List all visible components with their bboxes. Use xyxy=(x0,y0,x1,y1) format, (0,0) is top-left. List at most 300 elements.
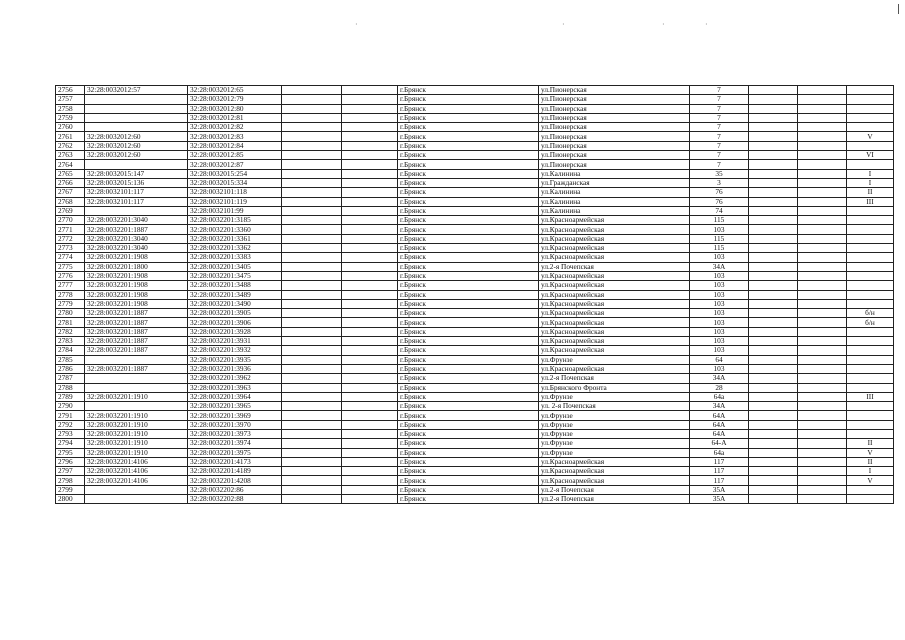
premises-cell xyxy=(847,95,894,104)
empty-cell xyxy=(282,457,342,466)
parent-cadastral-cell: 32:28:0032012:60 xyxy=(85,141,188,150)
empty-cell xyxy=(282,318,342,327)
table-row xyxy=(56,95,894,104)
empty-cell xyxy=(282,95,342,104)
empty-cell xyxy=(749,429,798,438)
premises-cell xyxy=(847,374,894,383)
parent-cadastral-cell: 32:28:0032201:3040 xyxy=(85,216,188,225)
empty-cell xyxy=(282,281,342,290)
premises-cell: V xyxy=(847,476,894,485)
table-row xyxy=(56,457,894,466)
city-cell: г.Брянск xyxy=(398,244,539,253)
cadastral-number-cell: 32:28:0032201:3362 xyxy=(188,244,282,253)
empty-cell xyxy=(749,374,798,383)
row-number-cell: 2775 xyxy=(56,262,85,271)
empty-cell xyxy=(798,309,847,318)
empty-cell xyxy=(749,95,798,104)
row-number-cell: 2757 xyxy=(56,95,85,104)
empty-cell xyxy=(342,485,398,494)
street-cell: ул.Пионерская xyxy=(539,160,690,169)
premises-cell xyxy=(847,429,894,438)
street-cell: ул.Гражданская xyxy=(539,178,690,187)
cadastral-number-cell: 32:28:0032201:3975 xyxy=(188,448,282,457)
table-row xyxy=(56,123,894,132)
scan-dot: · xyxy=(662,20,665,29)
row-number-cell: 2780 xyxy=(56,309,85,318)
scan-dot: · xyxy=(705,20,708,29)
cadastral-number-cell: 32:28:0032201:3185 xyxy=(188,216,282,225)
parent-cadastral-cell xyxy=(85,113,188,122)
table-row xyxy=(56,160,894,169)
empty-cell xyxy=(798,448,847,457)
empty-cell xyxy=(282,476,342,485)
cadastral-number-cell: 32:28:0032201:4208 xyxy=(188,476,282,485)
parent-cadastral-cell: 32:28:0032015:147 xyxy=(85,169,188,178)
parent-cadastral-cell: 32:28:0032101:117 xyxy=(85,197,188,206)
premises-cell xyxy=(847,225,894,234)
street-cell: ул.Красноармейская xyxy=(539,364,690,373)
city-cell: г.Брянск xyxy=(398,178,539,187)
house-cell: 103 xyxy=(690,309,749,318)
premises-cell xyxy=(847,216,894,225)
row-number-cell: 2778 xyxy=(56,290,85,299)
row-number-cell: 2791 xyxy=(56,411,85,420)
empty-cell xyxy=(749,439,798,448)
empty-cell xyxy=(749,132,798,141)
city-cell: г.Брянск xyxy=(398,439,539,448)
premises-cell xyxy=(847,206,894,215)
empty-cell xyxy=(342,104,398,113)
house-cell: 115 xyxy=(690,234,749,243)
empty-cell xyxy=(282,271,342,280)
empty-cell xyxy=(798,383,847,392)
empty-cell xyxy=(342,113,398,122)
parent-cadastral-cell: 32:28:0032201:1910 xyxy=(85,411,188,420)
parent-cadastral-cell: 32:28:0032201:1910 xyxy=(85,420,188,429)
house-cell: 74 xyxy=(690,206,749,215)
empty-cell xyxy=(798,169,847,178)
house-cell: 103 xyxy=(690,271,749,280)
row-number-cell: 2764 xyxy=(56,160,85,169)
table-row xyxy=(56,392,894,401)
city-cell: г.Брянск xyxy=(398,402,539,411)
city-cell: г.Брянск xyxy=(398,281,539,290)
empty-cell xyxy=(798,132,847,141)
table-row xyxy=(56,327,894,336)
empty-cell xyxy=(749,281,798,290)
cadastral-number-cell: 32:28:0032015:334 xyxy=(188,178,282,187)
premises-cell xyxy=(847,495,894,504)
parent-cadastral-cell: 32:28:0032201:1908 xyxy=(85,253,188,262)
empty-cell xyxy=(342,244,398,253)
empty-cell xyxy=(282,337,342,346)
street-cell: ул.Калинина xyxy=(539,169,690,178)
table-row xyxy=(56,411,894,420)
table-row xyxy=(56,383,894,392)
premises-cell: V xyxy=(847,132,894,141)
street-cell: ул.Красноармейская xyxy=(539,290,690,299)
street-cell: ул.Калинина xyxy=(539,188,690,197)
empty-cell xyxy=(342,281,398,290)
street-cell: ул.Пионерская xyxy=(539,123,690,132)
empty-cell xyxy=(282,364,342,373)
row-number-cell: 2763 xyxy=(56,151,85,160)
street-cell: ул.Красноармейская xyxy=(539,337,690,346)
street-cell: ул.Пионерская xyxy=(539,151,690,160)
row-number-cell: 2795 xyxy=(56,448,85,457)
table-row xyxy=(56,429,894,438)
empty-cell xyxy=(749,290,798,299)
empty-cell xyxy=(798,216,847,225)
table-row xyxy=(56,485,894,494)
empty-cell xyxy=(282,355,342,364)
empty-cell xyxy=(282,383,342,392)
empty-cell xyxy=(749,253,798,262)
empty-cell xyxy=(282,299,342,308)
street-cell: ул.Красноармейская xyxy=(539,309,690,318)
cadastral-number-cell: 32:28:0032201:4173 xyxy=(188,457,282,466)
street-cell: ул.Пионерская xyxy=(539,141,690,150)
house-cell: 7 xyxy=(690,104,749,113)
cadastral-number-cell: 32:28:0032012:81 xyxy=(188,113,282,122)
empty-cell xyxy=(282,346,342,355)
cadastral-number-cell: 32:28:0032101:118 xyxy=(188,188,282,197)
empty-cell xyxy=(798,337,847,346)
cadastral-number-cell: 32:28:0032201:3488 xyxy=(188,281,282,290)
empty-cell xyxy=(749,299,798,308)
empty-cell xyxy=(282,402,342,411)
premises-cell xyxy=(847,244,894,253)
empty-cell xyxy=(342,206,398,215)
row-number-cell: 2768 xyxy=(56,197,85,206)
empty-cell xyxy=(342,467,398,476)
cadastral-number-cell: 32:28:0032012:79 xyxy=(188,95,282,104)
empty-cell xyxy=(282,132,342,141)
house-cell: 35А xyxy=(690,485,749,494)
row-number-cell: 2798 xyxy=(56,476,85,485)
empty-cell xyxy=(798,429,847,438)
premises-cell: V xyxy=(847,448,894,457)
row-number-cell: 2781 xyxy=(56,318,85,327)
premises-cell: I xyxy=(847,178,894,187)
empty-cell xyxy=(342,411,398,420)
row-number-cell: 2772 xyxy=(56,234,85,243)
premises-cell: I xyxy=(847,169,894,178)
city-cell: г.Брянск xyxy=(398,346,539,355)
row-number-cell: 2762 xyxy=(56,141,85,150)
house-cell: 115 xyxy=(690,244,749,253)
empty-cell xyxy=(342,402,398,411)
empty-cell xyxy=(342,216,398,225)
empty-cell xyxy=(282,290,342,299)
premises-cell xyxy=(847,355,894,364)
parent-cadastral-cell: 32:28:0032201:1887 xyxy=(85,318,188,327)
empty-cell xyxy=(749,188,798,197)
empty-cell xyxy=(798,104,847,113)
empty-cell xyxy=(282,262,342,271)
empty-cell xyxy=(749,160,798,169)
row-number-cell: 2790 xyxy=(56,402,85,411)
parent-cadastral-cell: 32:28:0032201:1887 xyxy=(85,327,188,336)
city-cell: г.Брянск xyxy=(398,206,539,215)
empty-cell xyxy=(749,448,798,457)
parent-cadastral-cell xyxy=(85,374,188,383)
house-cell: 76 xyxy=(690,197,749,206)
empty-cell xyxy=(342,188,398,197)
scan-dot: · xyxy=(355,20,358,29)
empty-cell xyxy=(798,197,847,206)
street-cell: ул.Красноармейская xyxy=(539,476,690,485)
street-cell: ул.Фрунзе xyxy=(539,355,690,364)
empty-cell xyxy=(798,420,847,429)
parent-cadastral-cell xyxy=(85,95,188,104)
empty-cell xyxy=(342,262,398,271)
house-cell: 34А xyxy=(690,262,749,271)
empty-cell xyxy=(282,467,342,476)
empty-cell xyxy=(749,355,798,364)
house-cell: 7 xyxy=(690,160,749,169)
city-cell: г.Брянск xyxy=(398,234,539,243)
empty-cell xyxy=(342,457,398,466)
row-number-cell: 2786 xyxy=(56,364,85,373)
empty-cell xyxy=(282,123,342,132)
premises-cell xyxy=(847,299,894,308)
row-number-cell: 2756 xyxy=(56,86,85,95)
city-cell: г.Брянск xyxy=(398,188,539,197)
parent-cadastral-cell: 32:28:0032201:3040 xyxy=(85,234,188,243)
row-number-cell: 2767 xyxy=(56,188,85,197)
parent-cadastral-cell: 32:28:0032201:1908 xyxy=(85,271,188,280)
premises-cell xyxy=(847,290,894,299)
empty-cell xyxy=(798,113,847,122)
city-cell: г.Брянск xyxy=(398,355,539,364)
house-cell: 64 xyxy=(690,355,749,364)
city-cell: г.Брянск xyxy=(398,485,539,494)
street-cell: ул.Брянского Фронта xyxy=(539,383,690,392)
parent-cadastral-cell: 32:28:0032201:4106 xyxy=(85,476,188,485)
empty-cell xyxy=(798,467,847,476)
empty-cell xyxy=(342,309,398,318)
house-cell: 117 xyxy=(690,457,749,466)
empty-cell xyxy=(282,225,342,234)
city-cell: г.Брянск xyxy=(398,392,539,401)
parent-cadastral-cell: 32:28:0032201:1887 xyxy=(85,309,188,318)
parent-cadastral-cell xyxy=(85,104,188,113)
parent-cadastral-cell: 32:28:0032201:1887 xyxy=(85,346,188,355)
empty-cell xyxy=(342,374,398,383)
empty-cell xyxy=(282,429,342,438)
empty-cell xyxy=(798,457,847,466)
empty-cell xyxy=(282,392,342,401)
empty-cell xyxy=(749,346,798,355)
empty-cell xyxy=(342,429,398,438)
cadastral-number-cell: 32:28:0032201:3932 xyxy=(188,346,282,355)
cadastral-number-cell: 32:28:0032012:83 xyxy=(188,132,282,141)
city-cell: г.Брянск xyxy=(398,337,539,346)
house-cell: 64а xyxy=(690,448,749,457)
empty-cell xyxy=(342,439,398,448)
row-number-cell: 2774 xyxy=(56,253,85,262)
premises-cell: VI xyxy=(847,151,894,160)
street-cell: ул.Пионерская xyxy=(539,113,690,122)
city-cell: г.Брянск xyxy=(398,271,539,280)
row-number-cell: 2769 xyxy=(56,206,85,215)
empty-cell xyxy=(798,95,847,104)
premises-cell: II xyxy=(847,439,894,448)
street-cell: ул.Красноармейская xyxy=(539,281,690,290)
parent-cadastral-cell: 32:28:0032201:1887 xyxy=(85,364,188,373)
street-cell: ул.Красноармейская xyxy=(539,467,690,476)
parent-cadastral-cell: 32:28:0032201:1908 xyxy=(85,281,188,290)
house-cell: 103 xyxy=(690,299,749,308)
empty-cell xyxy=(798,244,847,253)
city-cell: г.Брянск xyxy=(398,374,539,383)
city-cell: г.Брянск xyxy=(398,290,539,299)
house-cell: 64а xyxy=(690,392,749,401)
cadastral-number-cell: 32:28:0032202:88 xyxy=(188,495,282,504)
empty-cell xyxy=(749,123,798,132)
street-cell: ул.Фрунзе xyxy=(539,411,690,420)
house-cell: 64-А xyxy=(690,439,749,448)
empty-cell xyxy=(798,392,847,401)
empty-cell xyxy=(342,318,398,327)
house-cell: 35А xyxy=(690,495,749,504)
house-cell: 35 xyxy=(690,169,749,178)
empty-cell xyxy=(282,448,342,457)
cadastral-number-cell: 32:28:0032201:3974 xyxy=(188,439,282,448)
parent-cadastral-cell: 32:28:0032201:1800 xyxy=(85,262,188,271)
row-number-cell: 2796 xyxy=(56,457,85,466)
street-cell: ул.Красноармейская xyxy=(539,253,690,262)
row-number-cell: 2789 xyxy=(56,392,85,401)
empty-cell xyxy=(749,364,798,373)
table-row xyxy=(56,206,894,215)
empty-cell xyxy=(282,197,342,206)
table-row xyxy=(56,346,894,355)
cadastral-number-cell: 32:28:0032012:80 xyxy=(188,104,282,113)
empty-cell xyxy=(749,113,798,122)
house-cell: 7 xyxy=(690,141,749,150)
empty-cell xyxy=(342,141,398,150)
empty-cell xyxy=(798,234,847,243)
empty-cell xyxy=(749,225,798,234)
street-cell: ул.Красноармейская xyxy=(539,346,690,355)
empty-cell xyxy=(749,337,798,346)
table-row xyxy=(56,355,894,364)
parent-cadastral-cell: 32:28:0032201:1910 xyxy=(85,439,188,448)
street-cell: ул.Пионерская xyxy=(539,104,690,113)
parent-cadastral-cell xyxy=(85,495,188,504)
empty-cell xyxy=(798,364,847,373)
street-cell: ул.Красноармейская xyxy=(539,327,690,336)
empty-cell xyxy=(342,169,398,178)
empty-cell xyxy=(749,383,798,392)
empty-cell xyxy=(798,281,847,290)
premises-cell xyxy=(847,364,894,373)
empty-cell xyxy=(749,141,798,150)
empty-cell xyxy=(749,327,798,336)
row-number-cell: 2785 xyxy=(56,355,85,364)
city-cell: г.Брянск xyxy=(398,225,539,234)
empty-cell xyxy=(749,169,798,178)
city-cell: г.Брянск xyxy=(398,86,539,95)
empty-cell xyxy=(749,495,798,504)
row-number-cell: 2779 xyxy=(56,299,85,308)
premises-cell xyxy=(847,234,894,243)
table-row xyxy=(56,476,894,485)
cadastral-number-cell: 32:28:0032012:82 xyxy=(188,123,282,132)
parent-cadastral-cell xyxy=(85,160,188,169)
empty-cell xyxy=(342,123,398,132)
street-cell: ул.Фрунзе xyxy=(539,448,690,457)
empty-cell xyxy=(749,271,798,280)
street-cell: ул.Красноармейская xyxy=(539,244,690,253)
parent-cadastral-cell: 32:28:0032201:1887 xyxy=(85,337,188,346)
empty-cell xyxy=(342,290,398,299)
cadastral-number-cell: 32:28:0032201:3905 xyxy=(188,309,282,318)
empty-cell xyxy=(749,309,798,318)
city-cell: г.Брянск xyxy=(398,262,539,271)
table-row xyxy=(56,253,894,262)
cadastral-number-cell: 32:28:0032012:84 xyxy=(188,141,282,150)
cadastral-number-cell: 32:28:0032201:3931 xyxy=(188,337,282,346)
cadastral-number-cell: 32:28:0032101:119 xyxy=(188,197,282,206)
premises-cell xyxy=(847,327,894,336)
city-cell: г.Брянск xyxy=(398,299,539,308)
row-number-cell: 2797 xyxy=(56,467,85,476)
premises-cell xyxy=(847,253,894,262)
premises-cell xyxy=(847,485,894,494)
parent-cadastral-cell xyxy=(85,206,188,215)
parent-cadastral-cell xyxy=(85,123,188,132)
empty-cell xyxy=(282,206,342,215)
row-number-cell: 2787 xyxy=(56,374,85,383)
empty-cell xyxy=(798,253,847,262)
premises-cell xyxy=(847,113,894,122)
empty-cell xyxy=(798,188,847,197)
street-cell: ул.Фрунзе xyxy=(539,420,690,429)
table-row xyxy=(56,216,894,225)
empty-cell xyxy=(749,244,798,253)
table-row xyxy=(56,495,894,504)
row-number-cell: 2771 xyxy=(56,225,85,234)
empty-cell xyxy=(342,495,398,504)
empty-cell xyxy=(749,476,798,485)
premises-cell xyxy=(847,123,894,132)
empty-cell xyxy=(749,457,798,466)
empty-cell xyxy=(798,355,847,364)
empty-cell xyxy=(798,141,847,150)
street-cell: ул.Фрунзе xyxy=(539,429,690,438)
cadastral-number-cell: 32:28:0032201:3970 xyxy=(188,420,282,429)
cadastral-number-cell: 32:28:0032012:87 xyxy=(188,160,282,169)
city-cell: г.Брянск xyxy=(398,160,539,169)
empty-cell xyxy=(282,309,342,318)
parent-cadastral-cell: 32:28:0032201:1910 xyxy=(85,392,188,401)
premises-cell xyxy=(847,86,894,95)
empty-cell xyxy=(282,244,342,253)
house-cell: 115 xyxy=(690,216,749,225)
city-cell: г.Брянск xyxy=(398,448,539,457)
row-number-cell: 2788 xyxy=(56,383,85,392)
page-edge-mark xyxy=(898,4,899,14)
house-cell: 3 xyxy=(690,178,749,187)
premises-cell xyxy=(847,346,894,355)
house-cell: 103 xyxy=(690,290,749,299)
cadastral-number-cell: 32:28:0032201:3361 xyxy=(188,234,282,243)
cadastral-number-cell: 32:28:0032201:3360 xyxy=(188,225,282,234)
empty-cell xyxy=(798,346,847,355)
